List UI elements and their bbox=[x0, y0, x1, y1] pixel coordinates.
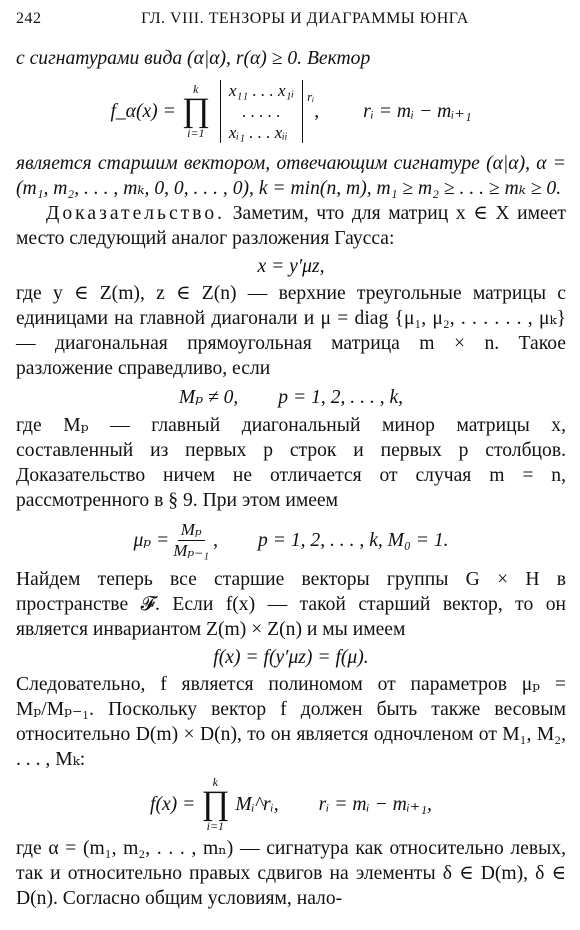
paragraph-2: является старшим вектором, отвечающим сигнатуре (α|α), α = (m₁, m₂, . . . , mₖ, 0, 0, . . . , 0), k = min(n, m), m₁ ≥ m₂ ≥ . . . ≥ mₖ ≥ 0. bbox=[16, 153, 566, 199]
page-number: 242 bbox=[16, 10, 42, 27]
eq1-left: f_α(x) = bbox=[110, 100, 176, 122]
eq4-left: μₚ = bbox=[133, 529, 170, 551]
paragraph-7: Следовательно, f является полиномом от параметров μₚ = Mₚ/Mₚ₋₁. Поскольку вектор f должен быть также весовым относительно D(m) × D(n), то он является одночленом от M₁, M₂, . . . , Mₖ: bbox=[16, 674, 566, 770]
mu-fraction bbox=[173, 520, 209, 561]
running-title: ГЛ. VIII. ТЕНЗОРЫ И ДИАГРАММЫ ЮНГА bbox=[141, 10, 469, 27]
matrix-row-1: x₁₁ . . . x₁ᵢ bbox=[228, 80, 295, 100]
running-header bbox=[16, 6, 566, 34]
paragraph-3 bbox=[16, 201, 566, 251]
prod2-upper-limit: k bbox=[212, 775, 218, 789]
product-symbol-2 bbox=[201, 776, 229, 832]
minor-determinant bbox=[220, 80, 303, 143]
prod-sign: ∏ bbox=[181, 92, 210, 129]
eq6-left: f(x) = bbox=[150, 793, 196, 815]
mu-numerator: Mₚ bbox=[178, 520, 205, 541]
prod-lower-limit: i=1 bbox=[187, 126, 205, 140]
mu-denominator: Mₚ₋₁ bbox=[173, 540, 210, 560]
paragraph-4: где y ∈ Z(m), z ∈ Z(n) — верхние треугольные матрицы с единицами на главной диагонали и μ = diag {μ₁, μ₂, . . . . . . , μₖ} — диагональная прямоугольная матрица m × n. Такое разложение справедливо, если bbox=[16, 283, 566, 379]
paragraph-6: Найдем теперь все старшие векторы группы G × H в пространстве 𝓕. Если f(x) — такой старший вектор, то он является инвариантом Z(m) × Z(n) и мы имеем bbox=[16, 569, 566, 640]
matrix-row-2: . . . . . bbox=[242, 101, 281, 121]
equation-minor-condition bbox=[16, 381, 566, 413]
eq1-exponent: rᵢ bbox=[307, 88, 315, 104]
prod-upper-limit: k bbox=[193, 82, 199, 96]
equation-mu: μₚ = $\frac{\text{Mₚ}}{\text{Mₚ₋₁}}$ , p = 1, 2, . . . , k, M₀ = 1. bbox=[133, 519, 449, 560]
eq3-left: Mₚ ≠ 0, bbox=[178, 386, 239, 408]
equation-highest-vector: f_α(x) = k ∏ i=1 x₁₁ . . . x₁ᵢ . . . . . xᵢ₁ . . . xᵢᵢ rᵢ , rᵢ = mᵢ − mᵢ₊₁ bbox=[110, 80, 472, 142]
equation-monomial bbox=[16, 772, 566, 836]
equation-invariant: f(x) = f(y′μz) = f(μ). bbox=[213, 646, 369, 668]
paragraph-1: с сигнатурами вида (α|α), r(α) ≥ 0. Вектор bbox=[16, 48, 371, 69]
eq1-right: rᵢ = mᵢ − mᵢ₊₁ bbox=[363, 100, 472, 122]
proof-label: Доказательство. bbox=[46, 203, 226, 224]
paragraph-8: где α = (m₁, m₂, . . . , mₙ) — сигнатура как относительно левых, так и относительно правых сдвигов на элементы δ ∈ D(m), δ ∈ D(n). Согласно общим условиям, нало- bbox=[16, 838, 566, 909]
matrix-row-3: xᵢ₁ . . . xᵢᵢ bbox=[228, 122, 288, 142]
paragraph-3-text: Заметим, что для матриц x ∈ X имеет место следующий аналог разложения Гаусса: bbox=[16, 203, 566, 249]
eq6-right: rᵢ = mᵢ − mᵢ₊₁, bbox=[318, 793, 432, 815]
eq3-right: p = 1, 2, . . . , k, bbox=[278, 386, 404, 408]
product-symbol bbox=[182, 83, 210, 139]
eq6-term: Mᵢ^rᵢ, bbox=[235, 793, 279, 815]
prod2-lower-limit: i=1 bbox=[206, 819, 225, 833]
prod2-sign: ∏ bbox=[201, 785, 230, 822]
eq4-right: p = 1, 2, . . . , k, M₀ = 1. bbox=[258, 529, 449, 551]
paragraph-5: где Mₚ — главный диагональный минор матрицы x, составленный из первых p строк и первых p столбцов. Доказательство ничем не отличается от случая m = n, рассмотренного в § 9. При этом имеем bbox=[16, 415, 566, 511]
equation-gauss: x = y′μz, bbox=[257, 255, 325, 277]
